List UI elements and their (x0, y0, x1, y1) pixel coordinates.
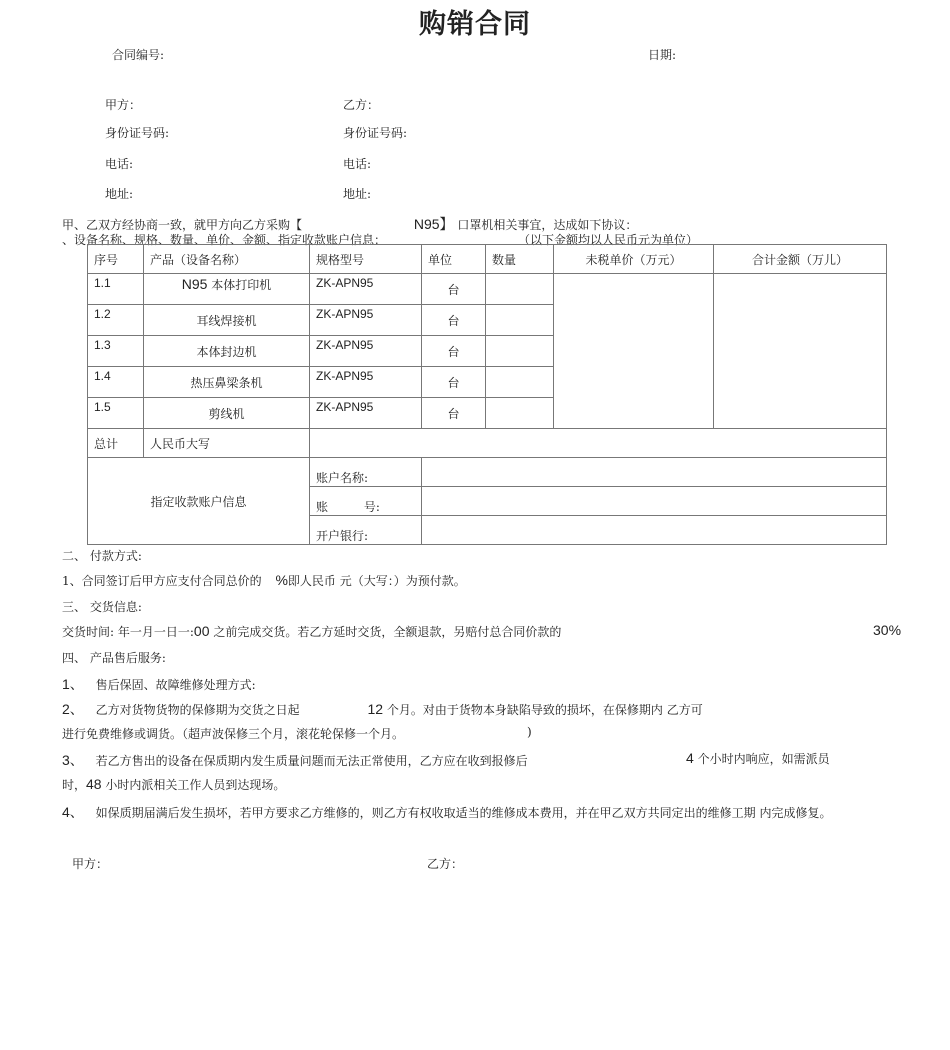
party-b-label: 乙方： (343, 98, 380, 112)
service-item-4 (62, 802, 831, 822)
model-cell: ZK-APN95 (310, 305, 422, 336)
row-number: 1.4 (88, 367, 144, 398)
model-cell: ZK-APN95 (310, 274, 422, 305)
delivery-heading: 三、 交货信息: (62, 600, 142, 614)
account-info-label: 指定收款账户信息 (88, 458, 310, 545)
quantity-cell (486, 367, 554, 398)
dispatch-hours: 48 (86, 776, 102, 792)
unit-cell: 台 (422, 274, 486, 305)
payment-text-a: 1、合同签订后甲方应支付合同总价的 (62, 574, 262, 588)
total-row (88, 429, 887, 458)
item-text: 如保质期届满后发生损坏，若甲方要求乙方维修的，则乙方有权收取适当的维修成本费用，并在甲乙双方共同定出的维修工期 内完成修复。 (95, 806, 832, 820)
product-name: 热压鼻梁条机 (144, 367, 310, 398)
product-name: 本体打印机 (211, 278, 272, 292)
account-number-label-b: 号: (363, 500, 380, 514)
service-item-1 (62, 674, 256, 694)
item-number: 4、 (62, 804, 84, 820)
date-label: 日期: (648, 48, 677, 62)
party-b-id-label: 身份证号码: (343, 126, 408, 140)
account-number-value (422, 487, 887, 516)
product-name-cell (144, 274, 310, 305)
product-prefix: N95 (181, 276, 208, 292)
service-item-2-line-2: 进行免费维修或调货。（超声波保修三个月，滚花轮保修一个月。 (62, 727, 405, 741)
payment-heading: 二、 付款方式: (62, 549, 142, 563)
model-cell: ZK-APN95 (310, 336, 422, 367)
header-cell: 序号 (88, 245, 144, 274)
header-cell: 未税单价（万元） (554, 245, 714, 274)
item-text-a: 若乙方售出的设备在保质期内发生质量问题而无法正常使用，乙方应在收到报修后 (95, 754, 528, 768)
page-title: 购销合同 (419, 9, 531, 40)
delivery-text-c: 之前完成交货。若乙方延时交货，全额退款，另赔付总合同价款的 (213, 625, 562, 639)
item-number: 2、 (62, 701, 84, 717)
intro-text-c: 口罩机相关事宜，达成如下协议： (457, 218, 638, 232)
total-label: 总计 (88, 429, 144, 458)
delivery-time: 00 (193, 623, 210, 639)
currency-note: （以下金额均以人民币元为单位） (518, 233, 699, 247)
intro-text-a: 甲、乙双方经协商一致，就甲方向乙方采购【 (62, 218, 303, 232)
payment-line (62, 572, 466, 589)
party-b-address-label: 地址: (343, 187, 372, 201)
quantity-cell (486, 274, 554, 305)
party-b-phone-label: 电话: (343, 157, 372, 171)
account-bank-label: 开户银行: (310, 516, 422, 545)
header-cell: 数量 (486, 245, 554, 274)
signature-party-b: 乙方： (427, 857, 464, 871)
header-cell: 合计金额（万儿） (714, 245, 887, 274)
unit-cell: 台 (422, 398, 486, 429)
account-bank-value (422, 516, 887, 545)
header-cell: 规格型号 (310, 245, 422, 274)
item-text-b: 个月。对由于货物本身缺陷导致的损坏，在保修期内 乙方可 (386, 703, 703, 717)
unit-cell: 台 (422, 305, 486, 336)
party-a-address-label: 地址: (105, 187, 134, 201)
item-text: 售后保固、故障维修处理方式: (95, 678, 256, 692)
service-item-3-response (686, 750, 830, 767)
payment-percent: % (275, 572, 288, 588)
item-text-a: 乙方对货物货物的保修期为交货之日起 (95, 703, 300, 717)
model-cell: ZK-APN95 (310, 398, 422, 429)
total-rmb-value (310, 429, 887, 458)
account-number-label (310, 487, 422, 516)
payment-text-c: 即人民币 元（大写：）为预付款。 (287, 574, 466, 588)
unit-cell: 台 (422, 336, 486, 367)
item-number: 1、 (62, 676, 84, 692)
party-a-phone-label: 电话: (105, 157, 134, 171)
service-item-3 (62, 750, 528, 770)
quantity-cell (486, 305, 554, 336)
unit-price-cell (554, 274, 714, 429)
product-name: 本体封边机 (144, 336, 310, 367)
model-cell: ZK-APN95 (310, 367, 422, 398)
intro-product: N95】 (413, 216, 454, 232)
row-number: 1.2 (88, 305, 144, 336)
signature-party-a: 甲方： (72, 857, 109, 871)
row-number: 1.5 (88, 398, 144, 429)
delivery-text-a: 交货时间: 年一月一日一: (62, 625, 194, 639)
header-cell: 产品（设备名称） (144, 245, 310, 274)
service-item-2 (62, 699, 703, 719)
party-a-id-label: 身份证号码: (105, 126, 170, 140)
party-a-label: 甲方： (105, 98, 142, 112)
account-name-value (422, 458, 887, 487)
header-cell: 单位 (422, 245, 486, 274)
unit-cell: 台 (422, 367, 486, 398)
item-number: 3、 (62, 752, 84, 768)
account-row (88, 458, 887, 487)
account-number-label-a: 账 (316, 500, 329, 514)
product-name: 耳线焊接机 (144, 305, 310, 336)
item-line2-b: 小时内派相关工作人员到达现场。 (105, 778, 286, 792)
table-header-row (88, 245, 887, 274)
delivery-line (62, 623, 561, 640)
penalty-percent: 30% (873, 622, 902, 638)
table-row (88, 274, 887, 305)
product-name: 剪线机 (144, 398, 310, 429)
service-heading: 四、 产品售后服务: (62, 651, 166, 665)
response-hours: 4 (686, 750, 694, 766)
row-number: 1.1 (88, 274, 144, 305)
contract-number-label: 合同编号: (112, 48, 165, 62)
row-number: 1.3 (88, 336, 144, 367)
total-amount-cell (714, 274, 887, 429)
equipment-table (87, 244, 887, 545)
item-text-b: 个小时内响应，如需派员 (697, 752, 830, 766)
quantity-cell (486, 398, 554, 429)
quantity-cell (486, 336, 554, 367)
warranty-months: 12 (367, 701, 384, 717)
intro-line-2: 、设备名称、规格、数量、单价、金额、指定收款账户信息： (62, 233, 387, 247)
service-item-3-line-2 (62, 776, 285, 793)
total-rmb-label: 人民币大写 (144, 429, 310, 458)
item-line2-a: 时， (62, 778, 87, 792)
account-name-label: 账户名称: (310, 458, 422, 487)
service-item-2-close: ) (527, 725, 532, 739)
